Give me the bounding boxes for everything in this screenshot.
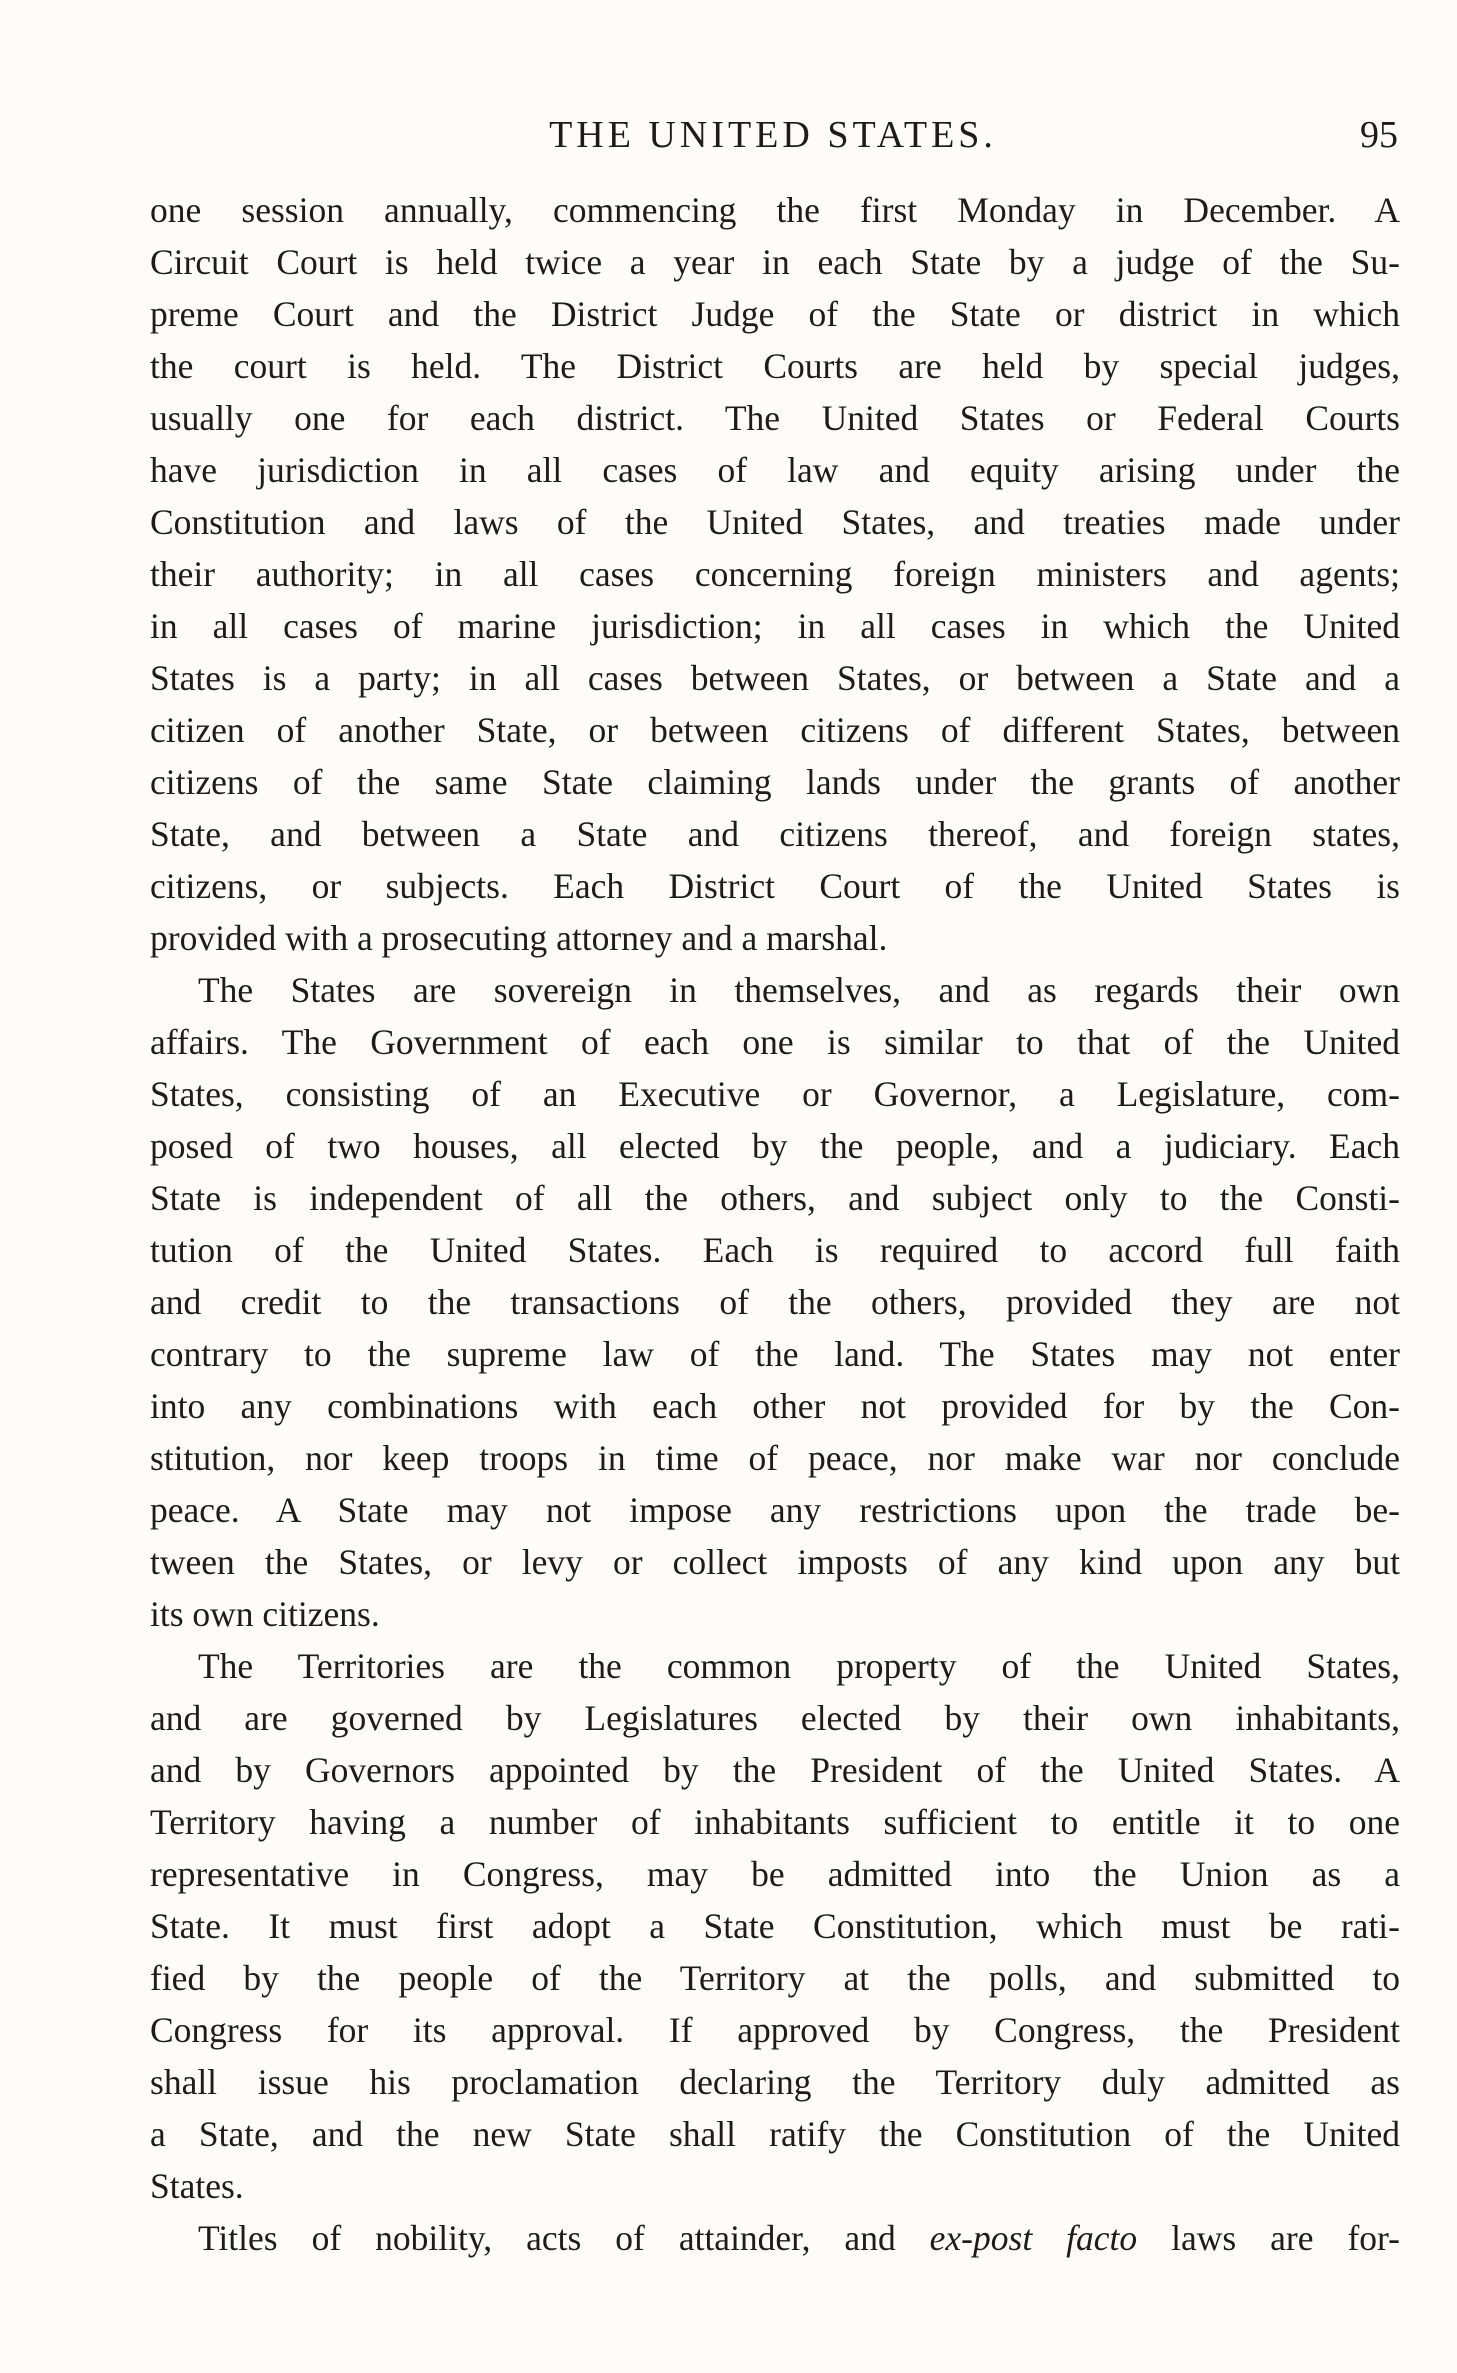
text-line: shall issue his proclamation declaring the Territory duly admitted as: [150, 2062, 1400, 2102]
text-line: States is a party; in all cases between States, or between a State and a: [150, 658, 1400, 698]
text-line-final: [150, 2212, 1400, 2264]
text-line: usually one for each district. The United States or Federal Courts: [150, 398, 1400, 438]
body-text: [150, 184, 1400, 2264]
text-line: their authority; in all cases concerning foreign ministers and agents;: [150, 554, 1400, 594]
running-title: THE UNITED STATES.: [549, 114, 997, 156]
final-line-italic: ex-post facto: [929, 2218, 1138, 2258]
text-line: the court is held. The District Courts are held by special judges,: [150, 346, 1400, 386]
text-line: State is independent of all the others, and subject only to the Consti-: [150, 1178, 1400, 1218]
text-line: State. It must first adopt a State Constitution, which must be rati-: [150, 1906, 1400, 1946]
text-line: The States are sovereign in themselves, and as regards their own: [198, 970, 1400, 1010]
text-line: into any combinations with each other not provided for by the Con-: [150, 1386, 1400, 1426]
text-line: State, and between a State and citizens thereof, and foreign states,: [150, 814, 1400, 854]
text-line: citizen of another State, or between citizens of different States, between: [150, 710, 1400, 750]
text-line: posed of two houses, all elected by the people, and a judiciary. Each: [150, 1126, 1400, 1166]
text-line: preme Court and the District Judge of the State or district in which: [150, 294, 1400, 334]
text-line: The Territories are the common property of the United States,: [198, 1646, 1400, 1686]
text-line: and are governed by Legislatures elected by their own inhabitants,: [150, 1698, 1400, 1738]
text-line: States, consisting of an Executive or Governor, a Legislature, com-: [150, 1074, 1400, 1114]
text-line: its own citizens.: [150, 1594, 380, 1634]
text-line: a State, and the new State shall ratify the Constitution of the United: [150, 2114, 1400, 2154]
text-line: Congress for its approval. If approved by Congress, the President: [150, 2010, 1400, 2050]
text-line: Territory having a number of inhabitants sufficient to entitle it to one: [150, 1802, 1400, 1842]
text-line: representative in Congress, may be admitted into the Union as a: [150, 1854, 1400, 1894]
text-line: Constitution and laws of the United States, and treaties made under: [150, 502, 1400, 542]
text-line: tween the States, or levy or collect imposts of any kind upon any but: [150, 1542, 1400, 1582]
text-line: tution of the United States. Each is required to accord full faith: [150, 1230, 1400, 1270]
text-line: provided with a prosecuting attorney and a marshal.: [150, 918, 888, 958]
final-line-after: laws are for-: [1137, 2218, 1400, 2258]
text-line: contrary to the supreme law of the land. The States may not enter: [150, 1334, 1400, 1374]
final-line-before: Titles of nobility, acts of attainder, and: [198, 2218, 930, 2258]
page-number: 95: [1360, 114, 1398, 156]
text-line: one session annually, commencing the first Monday in December. A: [150, 190, 1400, 230]
text-line: fied by the people of the Territory at the polls, and submitted to: [150, 1958, 1400, 1998]
text-line: citizens of the same State claiming lands under the grants of another: [150, 762, 1400, 802]
text-line: States.: [150, 2166, 244, 2206]
text-line: peace. A State may not impose any restrictions upon the trade be-: [150, 1490, 1400, 1530]
running-head: [148, 110, 1398, 160]
text-line: in all cases of marine jurisdiction; in all cases in which the United: [150, 606, 1400, 646]
text-line: affairs. The Government of each one is similar to that of the United: [150, 1022, 1400, 1062]
text-line: Circuit Court is held twice a year in each State by a judge of the Su-: [150, 242, 1400, 282]
text-line: have jurisdiction in all cases of law and equity arising under the: [150, 450, 1400, 490]
text-line: and credit to the transactions of the others, provided they are not: [150, 1282, 1400, 1322]
text-line: citizens, or subjects. Each District Court of the United States is: [150, 866, 1400, 906]
text-line: stitution, nor keep troops in time of peace, nor make war nor conclude: [150, 1438, 1400, 1478]
text-line: and by Governors appointed by the President of the United States. A: [150, 1750, 1400, 1790]
